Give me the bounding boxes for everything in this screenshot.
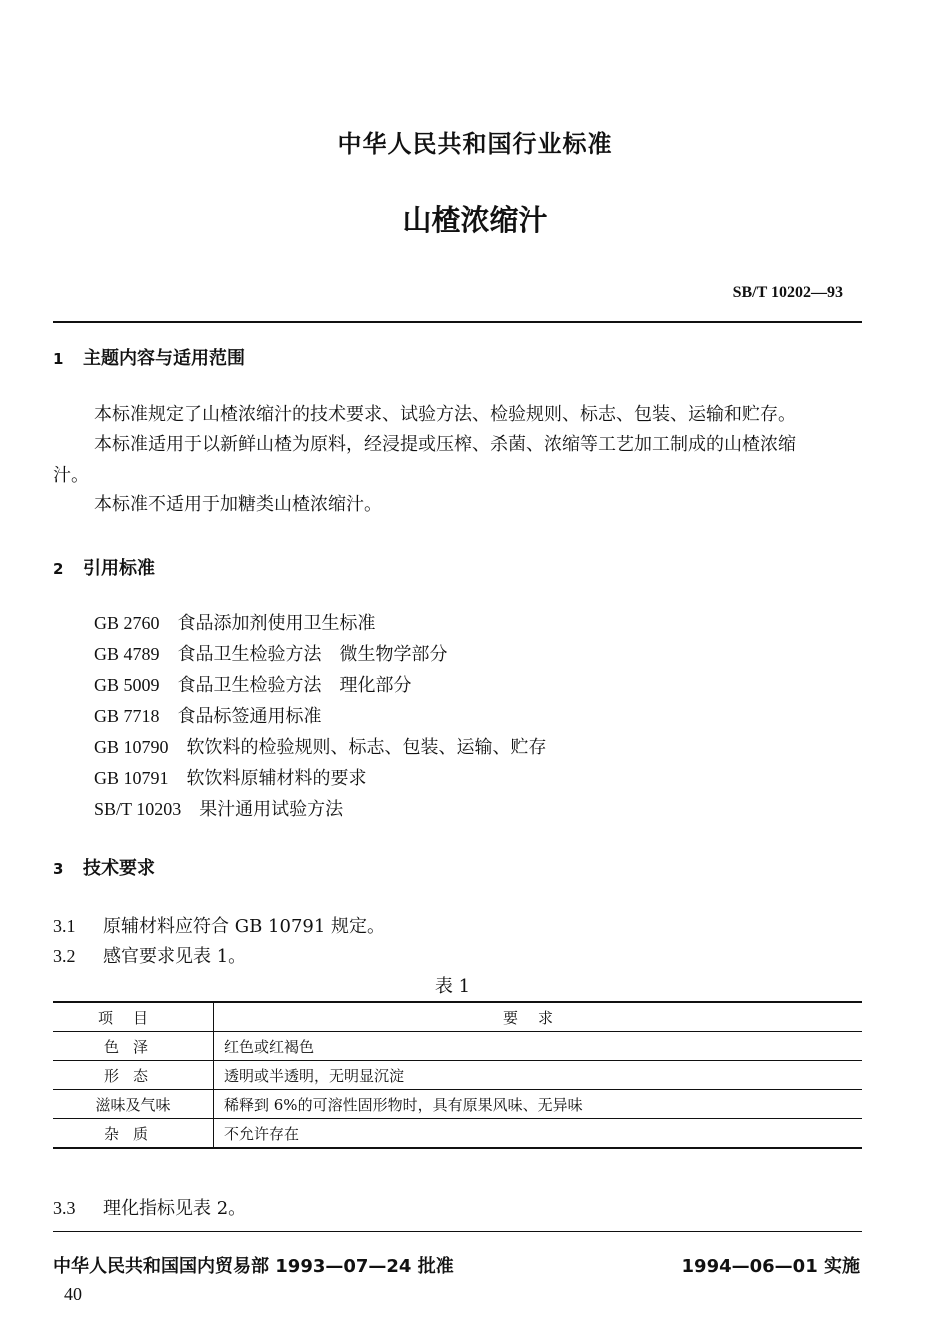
section-2-heading bbox=[53, 554, 155, 580]
reference-item bbox=[94, 608, 547, 639]
table-row bbox=[53, 1032, 862, 1061]
reference-title: 食品标签通用标准 bbox=[177, 706, 322, 727]
column-header-requirement: 要求 bbox=[214, 1002, 863, 1032]
section-1-heading bbox=[53, 344, 245, 370]
reference-code: GB 10791 bbox=[94, 768, 169, 788]
reference-code: GB 10790 bbox=[94, 737, 169, 757]
reference-item bbox=[94, 794, 547, 825]
reference-item bbox=[94, 732, 547, 763]
table-cell-requirement: 不允许存在 bbox=[214, 1119, 863, 1149]
table-caption: 表 1 bbox=[434, 976, 471, 997]
clause-text: 理化指标见表 2。 bbox=[103, 1198, 247, 1219]
footer-rule bbox=[53, 1231, 862, 1232]
section-title: 技术要求 bbox=[83, 858, 155, 879]
section-number: 2 bbox=[53, 560, 64, 578]
reference-item bbox=[94, 763, 547, 794]
clause-number: 3.2 bbox=[53, 946, 76, 966]
org-title: 中华人民共和国行业标准 bbox=[337, 130, 613, 158]
table-cell-item: 滋味及气味 bbox=[53, 1090, 214, 1119]
reference-item bbox=[94, 639, 547, 670]
reference-code: GB 5009 bbox=[94, 675, 160, 695]
table-cell-item: 色泽 bbox=[53, 1032, 214, 1061]
clause-item bbox=[53, 1194, 246, 1220]
table-cell-item: 杂质 bbox=[53, 1119, 214, 1149]
reference-code: GB 2760 bbox=[94, 613, 160, 633]
section-number: 1 bbox=[53, 350, 64, 368]
table-row bbox=[53, 1061, 862, 1090]
paragraph: 本标准规定了山楂浓缩汁的技术要求、试验方法、检验规则、标志、包装、运输和贮存。 bbox=[94, 404, 796, 425]
table-row bbox=[53, 1090, 862, 1119]
clause-text: 感官要求见表 1。 bbox=[103, 946, 247, 967]
reference-title: 食品卫生检验方法 微生物学部分 bbox=[177, 644, 448, 665]
clause-text: 原辅材料应符合 GB 10791 规定。 bbox=[103, 916, 386, 937]
standard-code: SB/T 10202—93 bbox=[732, 284, 843, 301]
reference-item bbox=[94, 701, 547, 732]
paragraph: 本标准不适用于加糖类山楂浓缩汁。 bbox=[94, 494, 382, 515]
reference-title: 软饮料的检验规则、标志、包装、运输、贮存 bbox=[186, 737, 547, 758]
approval-line: 中华人民共和国国内贸易部 1993—07—24 批准 bbox=[53, 1256, 454, 1277]
reference-list bbox=[94, 608, 547, 825]
section-number: 3 bbox=[53, 860, 64, 878]
table-cell-requirement: 稀释到 6%的可溶性固形物时，具有原果风味、无异味 bbox=[214, 1090, 863, 1119]
reference-code: GB 7718 bbox=[94, 706, 160, 726]
sensory-requirements-table bbox=[53, 1001, 862, 1149]
table-cell-requirement: 透明或半透明，无明显沉淀 bbox=[214, 1061, 863, 1090]
reference-item bbox=[94, 670, 547, 701]
clause-number: 3.1 bbox=[53, 916, 76, 936]
reference-code: GB 4789 bbox=[94, 644, 160, 664]
reference-code: SB/T 10203 bbox=[94, 799, 182, 819]
clause-number: 3.3 bbox=[53, 1198, 76, 1218]
table-row bbox=[53, 1119, 862, 1149]
table-cell-item: 形态 bbox=[53, 1061, 214, 1090]
page-number: 40 bbox=[64, 1284, 82, 1304]
document-title: 山楂浓缩汁 bbox=[402, 203, 548, 237]
clause-item bbox=[53, 912, 385, 938]
section-3-heading bbox=[53, 854, 155, 880]
section-title: 引用标准 bbox=[83, 558, 155, 579]
paragraph: 本标准适用于以新鲜山楂为原料，经浸提或压榨、杀菌、浓缩等工艺加工制成的山楂浓缩 bbox=[94, 434, 796, 455]
reference-title: 果汁通用试验方法 bbox=[199, 799, 344, 820]
paragraph-continuation: 汁。 bbox=[53, 465, 89, 486]
reference-title: 食品添加剂使用卫生标准 bbox=[177, 613, 376, 634]
section-title: 主题内容与适用范围 bbox=[83, 348, 245, 369]
table-cell-requirement: 红色或红褐色 bbox=[214, 1032, 863, 1061]
table-header-row bbox=[53, 1002, 862, 1032]
reference-title: 食品卫生检验方法 理化部分 bbox=[177, 675, 412, 696]
effective-date: 1994—06—01 实施 bbox=[681, 1256, 860, 1277]
clause-item bbox=[53, 942, 246, 968]
header-rule bbox=[53, 321, 862, 323]
reference-title: 软饮料原辅材料的要求 bbox=[186, 768, 367, 789]
column-header-item: 项目 bbox=[53, 1002, 214, 1032]
